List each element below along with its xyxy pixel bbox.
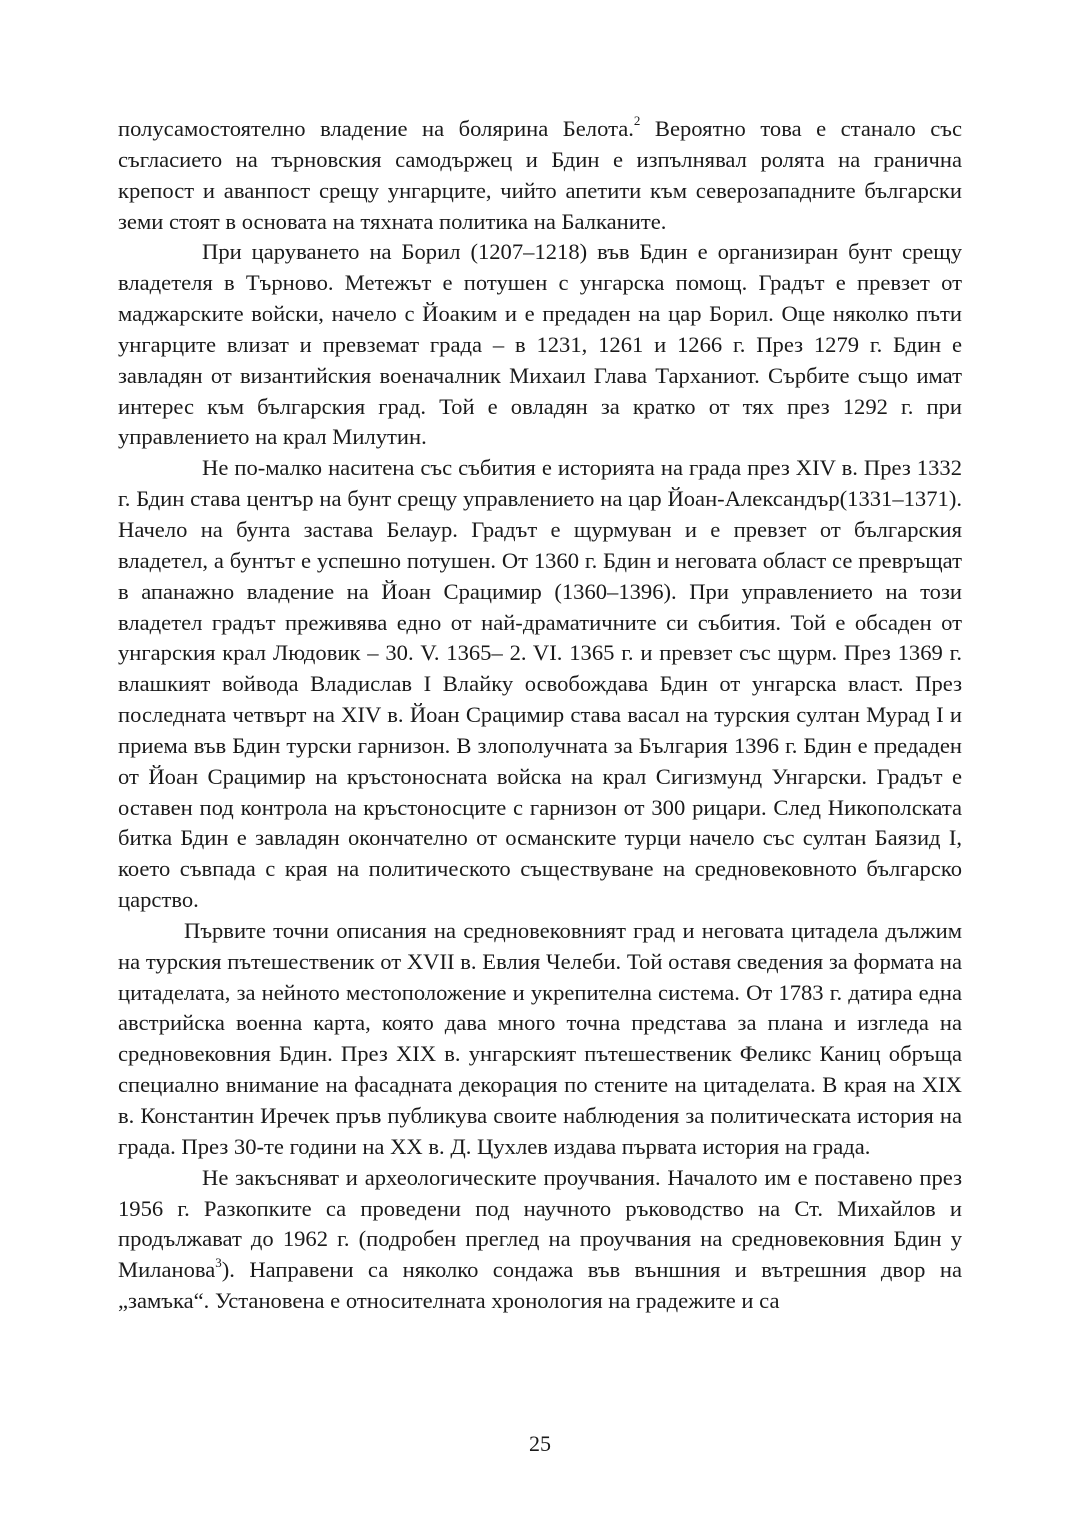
paragraph-5-text-a: Не закъсняват и археологическите проучвания. Началото им е поставено през 1956 г. Разкопките са проведени под научното ръководство на Ст. Михайлов и продължават до 1962 г. (подробен преглед на проучвания на средновековния Бдин у Миланова	[118, 1164, 962, 1283]
paragraph-2: При царуването на Борил (1207–1218) във Бдин е организиран бунт срещу владетеля в Търново. Метежът е потушен с унгарска помощ. Градът е превзет от маджарските войски, начело с Йоаким и е предаден на цар Борил. Още няколко пъти унгарците влизат и превземат града – в 1231, 1261 и 1266 г. През 1279 г. Бдин е завладян от византийския военачалник Михаил Глава Тарханиот. Сърбите също имат интерес към българския град. Той е овладян за кратко от тях през 1292 г. при управлението на крал Милутин.	[118, 239, 962, 450]
paragraph-1-text-a: полусамостоятелно владение на болярина Белота.	[118, 116, 634, 141]
paragraph-5-text-b: ). Направени са няколко сондажа във външния и вътрешния двор на „замъка“. Установена е относителната хронология на градежите и са	[118, 1257, 962, 1314]
paragraph-1	[118, 114, 962, 237]
paragraph-5	[118, 1163, 962, 1317]
page-number: 25	[529, 1431, 551, 1456]
paragraph-3: Не по-малко наситена със събития е историята на града през XIV в. През 1332 г. Бдин става център на бунт срещу управлението на цар Йоан-Александър(1331–1371). Начело на бунта застава Белаур. Градът е щурмуван и е превзет от българския владетел, а бунтът е успешно потушен. От 1360 г. Бдин и неговата област се превръщат в апанажно владение на Йоан Срацимир (1360–1396). При управлението на този владетел градът преживява едно от най-драматичните си събития. Той е обсаден от унгарския крал Людовик – 30. V. 1365– 2. VI. 1365 г. и превзет със щурм. През 1369 г. влашкият войвода Владислав I Влайку освобождава Бдин от унгарска власт. През последната четвърт на XIV в. Йоан Срацимир става васал на турския султан Мурад I и приема във Бдин турски гарнизон. В злополучната за България 1396 г. Бдин е предаден от Йоан Срацимир на кръстоносната войска на крал Сигизмунд Унгарски. Градът е оставен под контрола на кръстоносците с гарнизон от 300 рицари. След Никополската битка Бдин е завладян окончателно от османските турци начело със султан Баязид I, което съвпада с края на политическото съществуване на средновековното българско царство.	[118, 455, 962, 913]
footnote-ref-2[interactable]: 2	[633, 113, 641, 129]
paragraph-1-text-b: Вероятно това е станало със съгласието на търновския самодържец и Бдин е изпълнявал ролята на гранична крепост и аванпост срещу унгарците, чийто апетити към северозападните български земи стоят в основата на тяхната политика на Балканите.	[118, 116, 962, 234]
paragraph-4: Първите точни описания на средновековният град и неговата цитадела дължим на турския пътешественик от XVII в. Евлия Челеби. Той оставя сведения за формата на цитаделата, за нейното местоположение и укрепителна система. От 1783 г. датира една австрийска военна карта, която дава много точна представа за плана и изгледа на средновековния Бдин. През XIX в. унгарският пътешественик Феликс Каниц обръща специално внимание на фасадната декорация по стените на цитаделата. В края на XIX в. Константин Иречек пръв публикува своите наблюдения за политическата история на града. През 30-те години на XX в. Д. Цухлев издава първата история на града.	[118, 917, 962, 1159]
footnote-ref-3[interactable]: 3	[215, 1254, 222, 1270]
page-body	[118, 114, 962, 1317]
